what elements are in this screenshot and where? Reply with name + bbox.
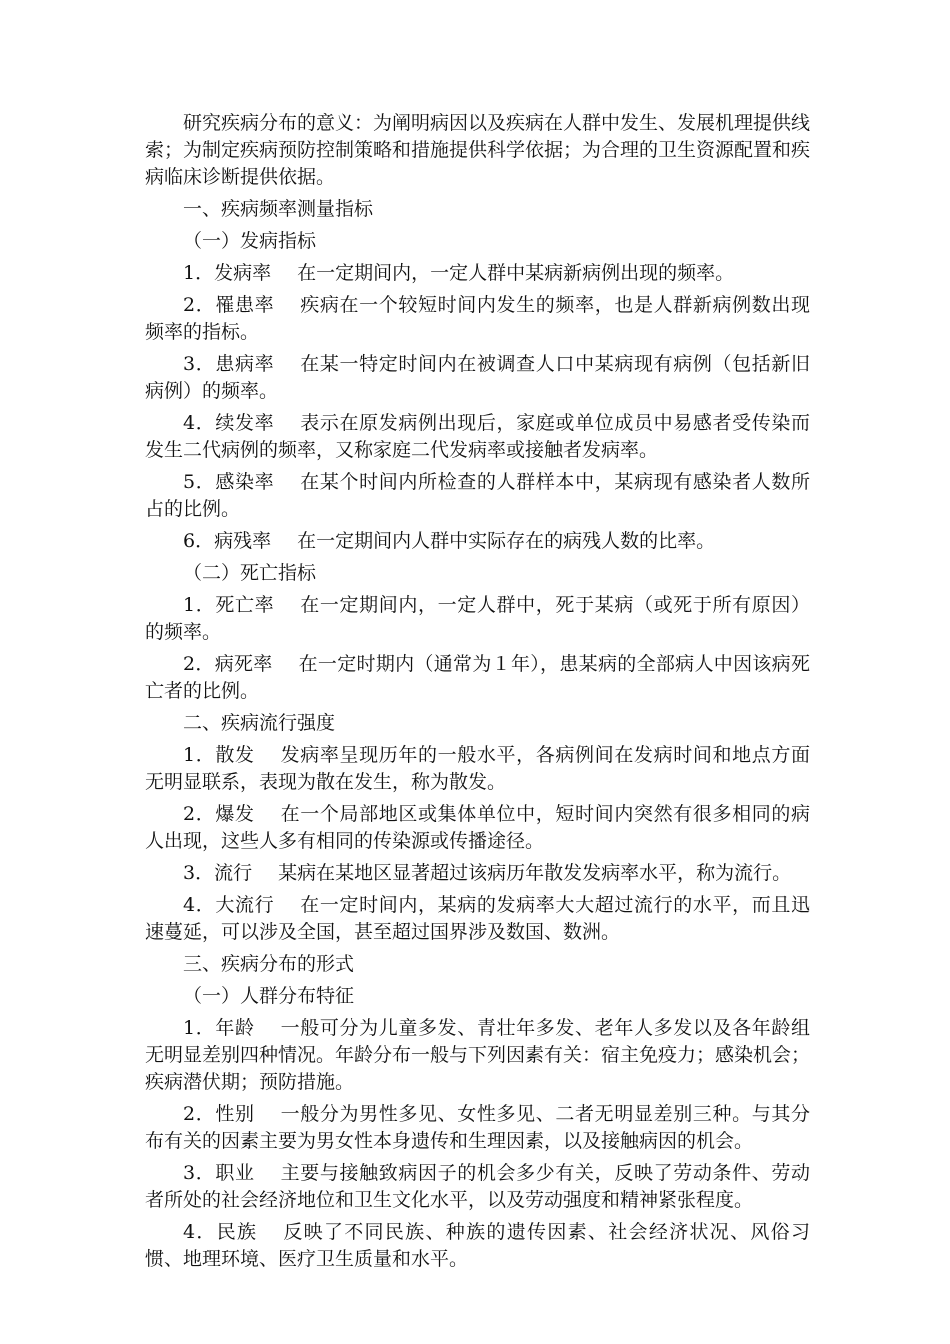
- definition-item: [145, 592, 810, 646]
- definition-item: [145, 1015, 810, 1096]
- definition-item: [145, 742, 810, 796]
- definition-text: 在某一特定时间内在被调查人口中某病现有病例（包括新旧病例）的频率。: [145, 353, 810, 402]
- definition-term: 3．职业: [183, 1162, 255, 1184]
- definition-text: 发病率呈现历年的一般水平，各病例间在发病时间和地点方面无明显联系，表现为散在发生，称为散发。: [145, 744, 810, 793]
- definition-item: [145, 1160, 810, 1214]
- definition-item: [145, 469, 810, 523]
- definition-text: 反映了不同民族、种族的遗传因素、社会经济状况、风俗习惯、地理环境、医疗卫生质量和水平。: [145, 1221, 810, 1270]
- definition-term: 1．散发: [183, 744, 255, 766]
- section-heading-1: 一、疾病频率测量指标: [183, 198, 374, 220]
- definition-text: 表示在原发病例出现后，家庭或单位成员中易感者受传染而发生二代病例的频率，又称家庭二代发病率或接触者发病率。: [145, 412, 810, 461]
- text-column: [145, 110, 810, 1278]
- definition-item: [145, 892, 810, 946]
- definition-item: [145, 860, 810, 887]
- definition-item: [145, 1219, 810, 1273]
- definition-term: 4．民族: [183, 1221, 258, 1243]
- definition-text: 一般可分为儿童多发、青壮年多发、老年人多发以及各年龄组无明显差别四种情况。年龄分布一般与下列因素有关：宿主免疫力；感染机会；疾病潜伏期；预防措施。: [145, 1017, 811, 1093]
- intro-paragraph: 研究疾病分布的意义：为阐明病因以及疾病在人群中发生、发展机理提供线索；为制定疾病预防控制策略和措施提供科学依据；为合理的卫生资源配置和疾病临床诊断提供依据。: [145, 112, 811, 188]
- definition-text: 在一定时间内，某病的发病率大大超过流行的水平，而且迅速蔓延，可以涉及全国，甚至超过国界涉及数国、数洲。: [145, 894, 810, 943]
- definition-item: [145, 651, 810, 705]
- definition-item: [145, 1101, 810, 1155]
- definition-term: 1．年龄: [183, 1017, 255, 1039]
- definition-term: 1．死亡率: [183, 594, 275, 616]
- definition-term: 4．大流行: [183, 894, 275, 916]
- definition-term: 2．病死率: [183, 653, 273, 675]
- section-heading-3: 三、疾病分布的形式: [183, 953, 355, 975]
- definition-item: [145, 410, 810, 464]
- definition-term: 2．罹患率: [183, 294, 275, 316]
- definition-item: [145, 351, 810, 405]
- definition-item: [145, 292, 810, 346]
- subsection-heading-3-1: （一）人群分布特征: [183, 985, 355, 1007]
- definition-item: [145, 528, 810, 555]
- definition-item: [145, 260, 810, 287]
- subsection-heading-1-2: （二）死亡指标: [183, 562, 317, 584]
- definition-text: 在一定期间内人群中实际存在的病残人数的比率。: [297, 530, 716, 552]
- definition-text: 主要与接触致病因子的机会多少有关，反映了劳动条件、劳动者所处的社会经济地位和卫生文化水平，以及劳动强度和精神紧张程度。: [145, 1162, 810, 1211]
- definition-text: 疾病在一个较短时间内发生的频率，也是人群新病例数出现频率的指标。: [145, 294, 810, 343]
- definition-term: 4．续发率: [183, 412, 275, 434]
- definition-text: 在一定时期内（通常为１年），患某病的全部病人中因该病死亡者的比例。: [145, 653, 810, 702]
- definition-text: 在一定期间内，一定人群中某病新病例出现的频率。: [297, 262, 735, 284]
- section-heading-2: 二、疾病流行强度: [183, 712, 336, 734]
- definition-text: 在一个局部地区或集体单位中，短时间内突然有很多相同的病人出现，这些人多有相同的传染源或传播途径。: [145, 803, 810, 852]
- definition-term: 1．发病率: [183, 262, 272, 284]
- definition-item: [145, 801, 810, 855]
- definition-text: 某病在某地区显著超过该病历年散发发病率水平，称为流行。: [278, 862, 792, 884]
- definition-term: 2．爆发: [183, 803, 255, 825]
- definition-term: 6．病残率: [183, 530, 272, 552]
- definition-text: 一般分为男性多见、女性多见、二者无明显差别三种。与其分布有关的因素主要为男女性本身遗传和生理因素，以及接触病因的机会。: [145, 1103, 810, 1152]
- definition-term: 2．性别: [183, 1103, 255, 1125]
- definition-text: 在某个时间内所检查的人群样本中，某病现有感染者人数所占的比例。: [145, 471, 810, 520]
- definition-term: 5．感染率: [183, 471, 275, 493]
- definition-term: 3．患病率: [183, 353, 275, 375]
- definition-term: 3．流行: [183, 862, 253, 884]
- definition-text: 在一定期间内，一定人群中，死于某病（或死于所有原因）的频率。: [145, 594, 810, 643]
- subsection-heading-1-1: （一）发病指标: [183, 230, 317, 252]
